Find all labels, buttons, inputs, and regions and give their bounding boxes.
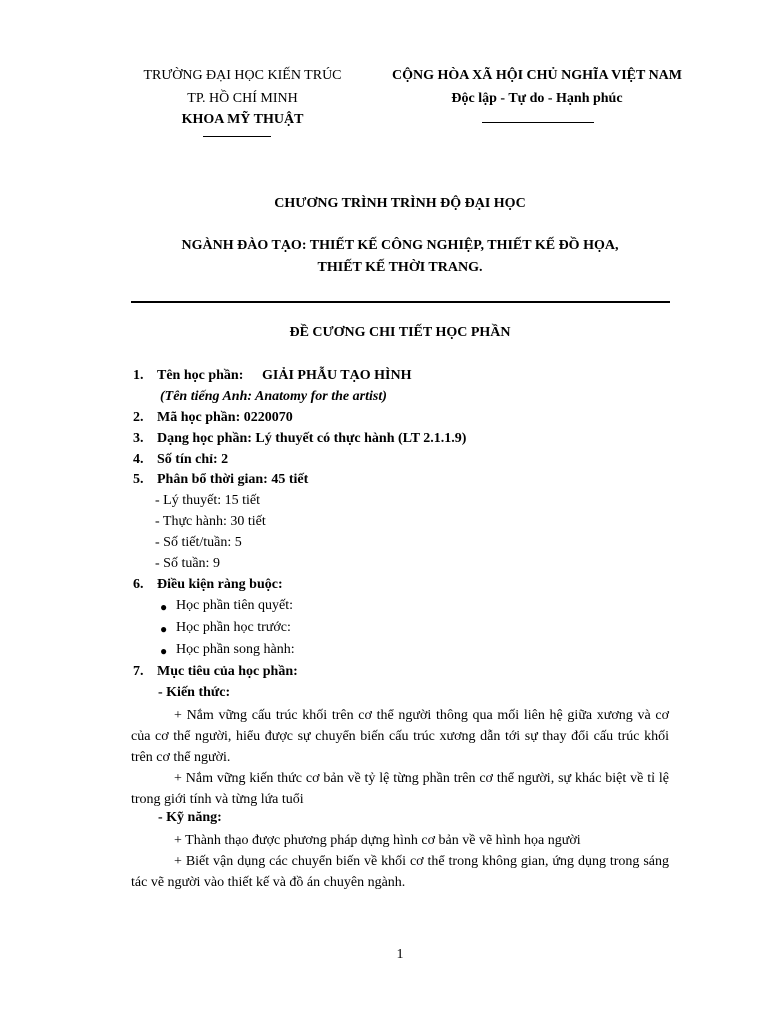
prior-course: Học phần học trước: xyxy=(176,620,291,635)
course-english-name: (Tên tiếng Anh: Anatomy for the artist) xyxy=(160,389,387,404)
bullet-icon: ● xyxy=(160,600,168,614)
item-number-2: 2. xyxy=(133,410,144,425)
university-city: TP. HỒ CHÍ MINH xyxy=(187,91,298,106)
major-line-1: NGÀNH ĐÀO TẠO: THIẾT KẾ CÔNG NGHIỆP, THIẾT KẾ ĐỒ HỌA, xyxy=(181,238,619,253)
program-title: CHƯƠNG TRÌNH TRÌNH ĐỘ ĐẠI HỌC xyxy=(274,196,526,211)
country-name: CỘNG HÒA XÃ HỘI CHỦ NGHĨA VIỆT NAM xyxy=(391,68,682,83)
knowledge-heading: - Kiến thức: xyxy=(158,685,231,700)
time-allocation: Phân bổ thời gian: 45 tiết xyxy=(157,472,309,487)
objectives-heading: Mục tiêu của học phần: xyxy=(157,664,298,679)
course-code: Mã học phần: 0220070 xyxy=(157,410,293,425)
item-number-6: 6. xyxy=(133,577,144,592)
course-type: Dạng học phần: Lý thuyết có thực hành (LT 2.1.1.9) xyxy=(157,431,467,446)
credit-count: Số tín chỉ: 2 xyxy=(157,452,229,467)
prerequisites-heading: Điều kiện ràng buộc: xyxy=(157,577,283,592)
time-weeks: - Số tuần: 9 xyxy=(155,556,220,571)
parallel-course: Học phần song hành: xyxy=(176,642,295,657)
item-number-1: 1. xyxy=(133,368,144,383)
course-name-label: Tên học phần: xyxy=(157,368,244,383)
major-line-2: THIẾT KẾ THỜI TRANG. xyxy=(317,260,483,275)
skills-paragraph-1: + Thành thạo được phương pháp dựng hình cơ bản về vẽ hình họa người xyxy=(174,833,581,848)
skills-paragraph-2: + Biết vận dụng các chuyển biến về khối cơ thể trong không gian, ứng dụng trong sáng tác vẽ người vào thiết kế và đồ án chuyên ngành. xyxy=(131,854,669,890)
time-per-week: - Số tiết/tuần: 5 xyxy=(155,535,242,550)
national-motto: Độc lập - Tự do - Hạnh phúc xyxy=(451,91,623,106)
item-number-4: 4. xyxy=(133,452,144,467)
document-title: ĐỀ CƯƠNG CHI TIẾT HỌC PHẦN xyxy=(289,325,511,340)
item-number-5: 5. xyxy=(133,472,144,487)
university-name: TRƯỜNG ĐẠI HỌC KIẾN TRÚC xyxy=(143,68,342,83)
header-right-underline xyxy=(482,122,594,123)
section-divider xyxy=(131,301,670,303)
faculty-name: KHOA MỸ THUẬT xyxy=(181,112,304,127)
item-number-7: 7. xyxy=(133,664,144,679)
bullet-icon: ● xyxy=(160,644,168,658)
page-number: 1 xyxy=(396,947,404,962)
item-number-3: 3. xyxy=(133,431,144,446)
skills-heading: - Kỹ năng: xyxy=(158,810,222,825)
header-left-underline xyxy=(203,136,271,137)
time-practice: - Thực hành: 30 tiết xyxy=(155,514,266,529)
knowledge-paragraph-2: + Nắm vững kiến thức cơ bản về tỷ lệ từng phần trên cơ thể người, sự khác biệt về tỉ lệ trong giới tính và từng lứa tuổi xyxy=(131,771,669,807)
prerequisite-course: Học phần tiên quyết: xyxy=(176,598,294,613)
course-name-value: GIẢI PHẪU TẠO HÌNH xyxy=(262,368,412,383)
knowledge-paragraph-1: + Nắm vững cấu trúc khối trên cơ thể người thông qua mối liên hệ giữa xương và cơ của cơ thể người, hiểu được sự chuyển biến cấu trúc xương dẫn tới sự thay đổi cấu trúc khối trên cơ thể người. xyxy=(131,708,669,765)
bullet-icon: ● xyxy=(160,622,168,636)
time-theory: - Lý thuyết: 15 tiết xyxy=(155,493,260,508)
